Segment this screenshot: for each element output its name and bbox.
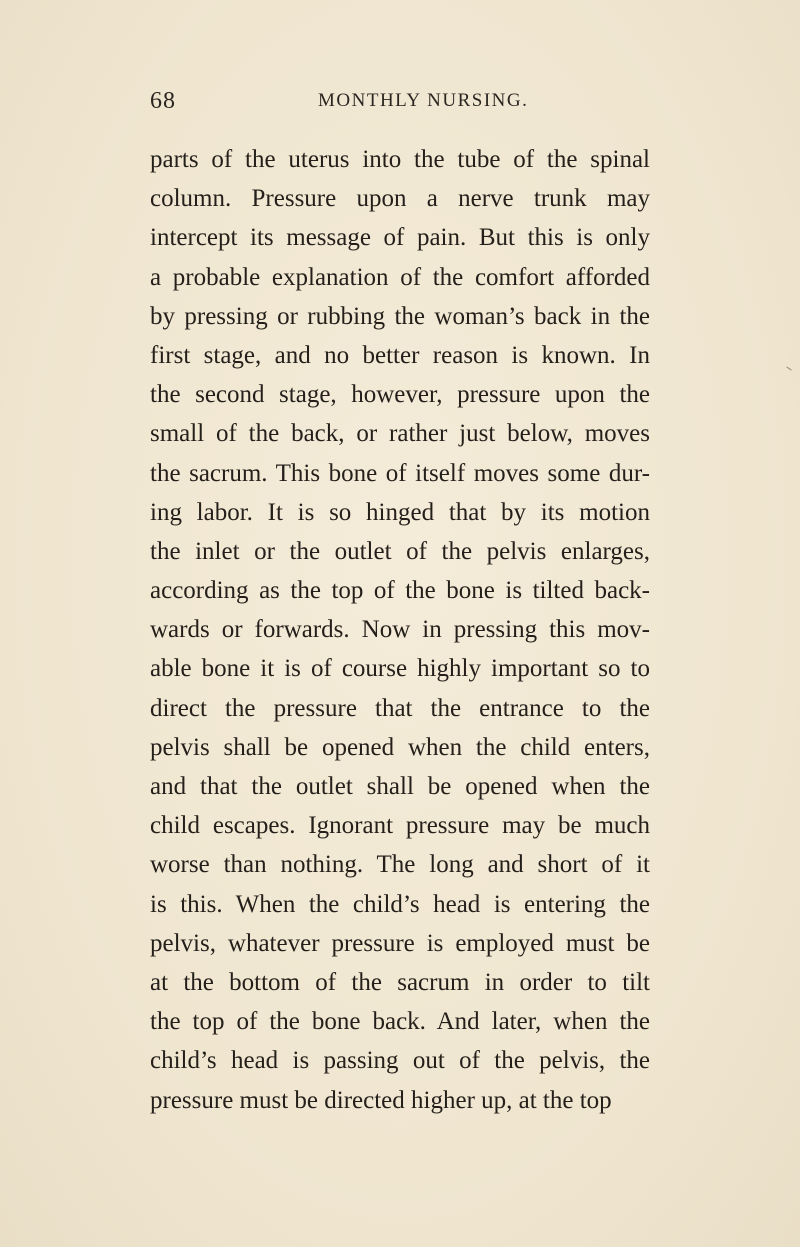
text-line: small of the back, or rather just below, moves bbox=[150, 420, 650, 448]
text-line: worse than nothing. The long and short of it bbox=[150, 851, 650, 879]
text-line: the sacrum. This bone of itself moves some dur- bbox=[150, 459, 650, 487]
page-number: 68 bbox=[150, 88, 176, 114]
running-head bbox=[150, 88, 670, 118]
text-line: a probable explanation of the comfort afforded bbox=[150, 263, 650, 291]
text-line: column. Pressure upon a nerve trunk may bbox=[150, 185, 650, 213]
text-line: first stage, and no better reason is known. In bbox=[150, 341, 650, 369]
text-line: direct the pressure that the entrance to the bbox=[150, 694, 650, 722]
text-line: intercept its message of pain. But this is only bbox=[150, 224, 650, 252]
text-line: pressure must be directed higher up, at the top bbox=[150, 1086, 612, 1114]
body-text bbox=[150, 140, 650, 1120]
text-line: child’s head is passing out of the pelvis, the bbox=[150, 1047, 650, 1075]
text-line: according as the top of the bone is tilted back- bbox=[150, 577, 650, 605]
text-line: wards or forwards. Now in pressing this mov- bbox=[150, 616, 650, 644]
paper-speck bbox=[786, 366, 791, 370]
text-line: child escapes. Ignorant pressure may be much bbox=[150, 812, 650, 840]
text-line: ing labor. It is so hinged that by its motion bbox=[150, 498, 650, 526]
text-line: the second stage, however, pressure upon the bbox=[150, 381, 650, 409]
running-title: MONTHLY NURSING. bbox=[318, 90, 529, 111]
text-line: pelvis, whatever pressure is employed must be bbox=[150, 929, 650, 957]
text-line: and that the outlet shall be opened when the bbox=[150, 773, 650, 800]
text-line: at the bottom of the sacrum in order to tilt bbox=[150, 968, 650, 996]
text-line: parts of the uterus into the tube of the spinal bbox=[150, 146, 650, 173]
text-line: pelvis shall be opened when the child enters, bbox=[150, 733, 650, 761]
text-line: is this. When the child’s head is entering the bbox=[150, 890, 650, 918]
text-line: the inlet or the outlet of the pelvis enlarges, bbox=[150, 537, 650, 565]
text-line: the top of the bone back. And later, when the bbox=[150, 1008, 650, 1036]
text-line: by pressing or rubbing the woman’s back in the bbox=[150, 302, 650, 330]
text-line: able bone it is of course highly important so to bbox=[150, 655, 650, 683]
